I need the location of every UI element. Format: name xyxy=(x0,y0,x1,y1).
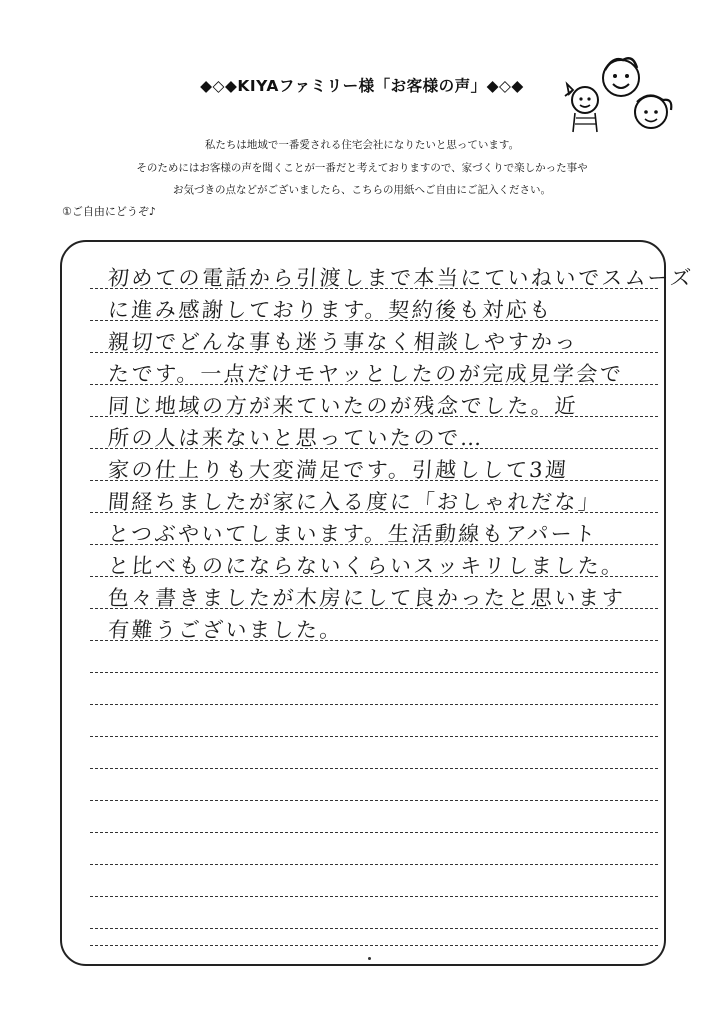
ruled-line xyxy=(90,896,658,897)
intro-line: お気づきの点などがございましたら、こちらの用紙へご自由にご記入ください。 xyxy=(173,184,551,196)
handwritten-line: 間経ちましたが家に入る度に「おしゃれだな」 xyxy=(107,490,603,514)
footer-dot xyxy=(368,957,371,960)
ruled-line xyxy=(90,768,658,769)
family-faces-icon xyxy=(563,50,683,136)
ruled-line xyxy=(90,832,658,833)
ruled-line xyxy=(90,736,658,737)
ruled-line xyxy=(90,928,658,929)
ruled-line xyxy=(90,800,658,801)
handwritten-line: 色々書きましたが木房にして良かったと思います xyxy=(107,586,626,610)
page-title: ◆◇◆KIYAファミリー様「お客様の声」◆◇◆ xyxy=(200,77,524,95)
ruled-line xyxy=(90,864,658,865)
section-label: ①ご自由にどうぞ♪ xyxy=(62,205,156,218)
intro-line: そのためにはお客様の声を聞くことが一番だと考えておりますので、家づくりで楽しかった事や xyxy=(136,161,588,174)
handwritten-line: 親切でどんな事も迷う事なく相談しやすかっ xyxy=(107,330,579,354)
handwritten-line: 所の人は来ないと思っていたので… xyxy=(107,426,485,450)
handwritten-line: 初めての電話から引渡しまで本当にていねいでスムーズ xyxy=(107,266,695,290)
ruled-line xyxy=(90,672,658,673)
intro-text xyxy=(0,134,724,202)
ruled-line xyxy=(90,704,658,705)
handwritten-line: たです。一点だけモヤッとしたのが完成見学会で xyxy=(107,362,625,386)
handwritten-line: と比べものにならないくらいスッキリしました。 xyxy=(107,554,626,578)
handwritten-line: に進み感謝しております。契約後も対応も xyxy=(107,298,554,322)
handwritten-line: 家の仕上りも大変満足です。引越しして3週 xyxy=(107,458,570,482)
handwritten-line: 有難うございました。 xyxy=(107,618,344,642)
intro-line: 私たちは地域で一番愛される住宅会社になりたいと思っています。 xyxy=(204,139,520,151)
ruled-line xyxy=(90,945,658,946)
handwritten-line: とつぶやいてしまいます。生活動線もアパート xyxy=(107,522,599,546)
handwritten-line: 同じ地域の方が来ていたのが残念でした。近 xyxy=(107,394,579,418)
